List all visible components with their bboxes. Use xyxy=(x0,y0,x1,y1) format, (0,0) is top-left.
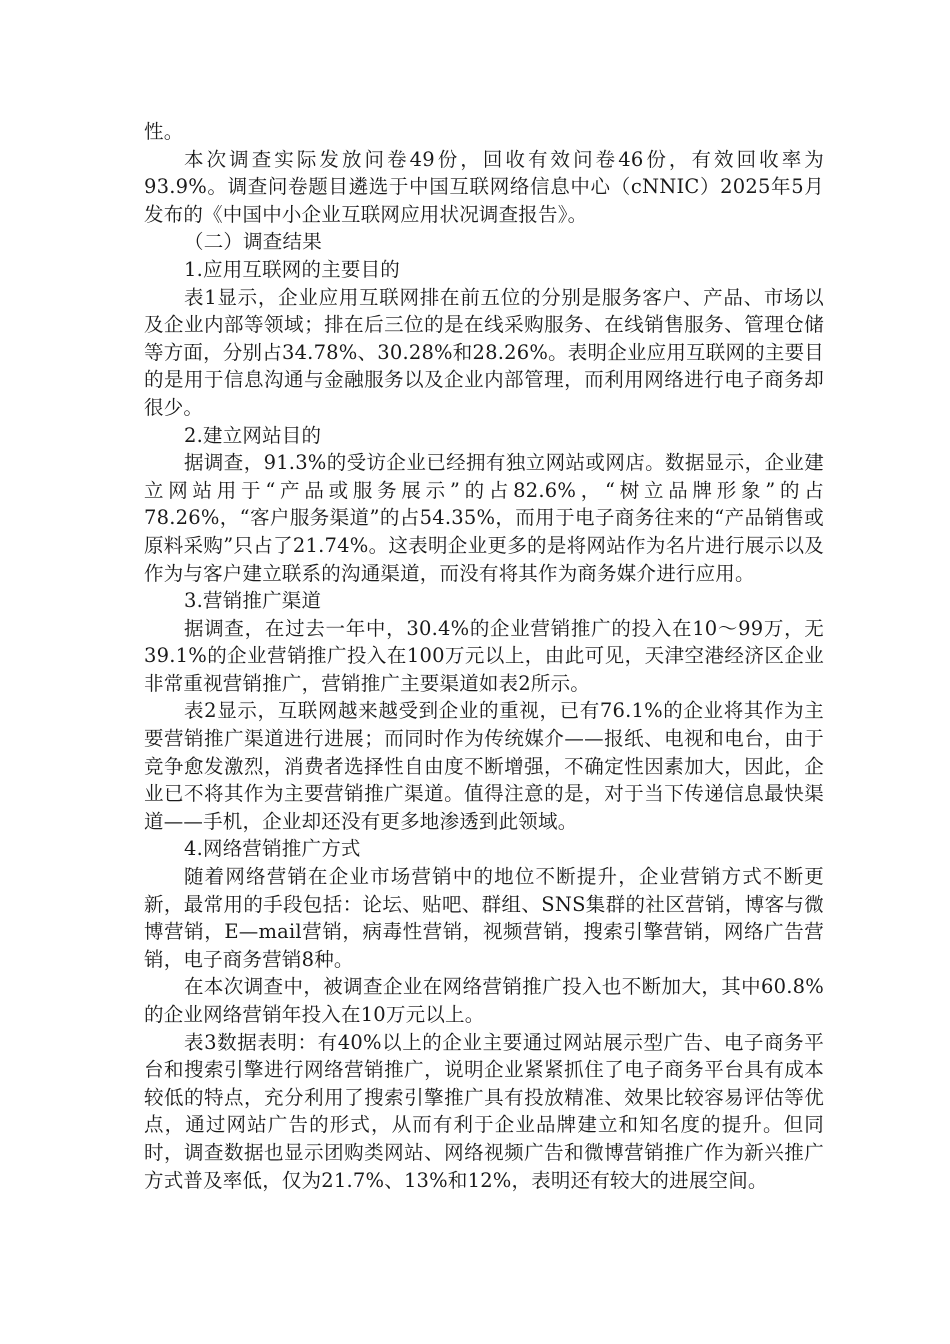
paragraph-website-stats: 据调查，91.3%的受访企业已经拥有独立网站或网店。数据显示，企业建立网站用于“产品或服务展示”的占82.6%，“树立品牌形象”的占78.26%，“客户服务渠道”的占54.35%，而用于电子商务往来的“产品销售或原料采购”只占了21.74%。这表明企业更多的是将网站作为名片进行展示以及作为与客户建立联系的沟通渠道，而没有将其作为商务媒介进行应用。 xyxy=(144,451,824,585)
document-body xyxy=(144,118,824,1194)
paragraph-table1: 表1显示，企业应用互联网排在前五位的分别是服务客户、产品、市场以及企业内部等领域；排在后三位的是在线采购服务、在线销售服务、管理仓储等方面，分别占34.78%、30.28%和28.26%。表明企业应用互联网的主要目的是用于信息沟通与金融服务以及企业内部管理，而利用网络进行电子商务却很少。 xyxy=(144,285,824,419)
paragraph-continuation: 性。 xyxy=(144,120,184,143)
paragraph-table2: 表2显示，互联网越来越受到企业的重视，已有76.1%的企业将其作为主要营销推广渠道进行进展；而同时作为传统媒介——报纸、电视和电台，由于竞争愈发激烈，消费者选择性自由度不断增强，不确定性因素加大，因此，企业已不将其作为主要营销推广渠道。值得注意的是，对于当下传递信息最快渠道——手机，企业却还没有更多地渗透到此领域。 xyxy=(144,699,824,833)
paragraph-marketing-investment: 据调查，在过去一年中，30.4%的企业营销推广的投入在10～99万，无39.1%的企业营销推广投入在100万元以上，由此可见，天津空港经济区企业非常重视营销推广，营销推广主要渠道如表2所示。 xyxy=(144,616,824,695)
subheading-internet-purpose: 1.应用互联网的主要目的 xyxy=(184,257,401,281)
subheading-marketing-channels: 3.营销推广渠道 xyxy=(184,589,322,613)
paragraph-marketing-methods: 随着网络营销在企业市场营销中的地位不断提升，企业营销方式不断更新，最常用的手段包括：论坛、贴吧、群组、SNS集群的社区营销，博客与微博营销，E—mail营销，病毒性营销，视频营销，搜索引擎营销，网络广告营销，电子商务营销8种。 xyxy=(144,865,824,971)
paragraph-survey-method: 本次调查实际发放问卷49份，回收有效问卷46份，有效回收率为93.9%。调查问卷题目遴选于中国互联网络信息中心（cNNIC）2025年5月发布的《中国中小企业互联网应用状况调查报告》。 xyxy=(144,147,824,226)
subheading-online-marketing-methods: 4.网络营销推广方式 xyxy=(184,837,361,861)
paragraph-table3: 表3数据表明：有40%以上的企业主要通过网站展示型广告、电子商务平台和搜索引擎进行网络营销推广，说明企业紧紧抓住了电子商务平台具有成本较低的特点，充分利用了搜索引擎推广具有投放精准、效果比较容易评估等优点，通过网站广告的形式，从而有利于企业品牌建立和知名度的提升。但同时，调查数据也显示团购类网站、网络视频广告和微博营销推广作为新兴推广方式普及率低，仅为21.7%、13%和12%，表明还有较大的进展空间。 xyxy=(144,1030,824,1192)
section-heading-results: （二）调查结果 xyxy=(184,230,322,254)
subheading-website-purpose: 2.建立网站目的 xyxy=(184,423,322,447)
paragraph-online-investment: 在本次调查中，被调查企业在网络营销推广投入也不断加大，其中60.8%的企业网络营销年投入在10万元以上。 xyxy=(144,975,824,1026)
